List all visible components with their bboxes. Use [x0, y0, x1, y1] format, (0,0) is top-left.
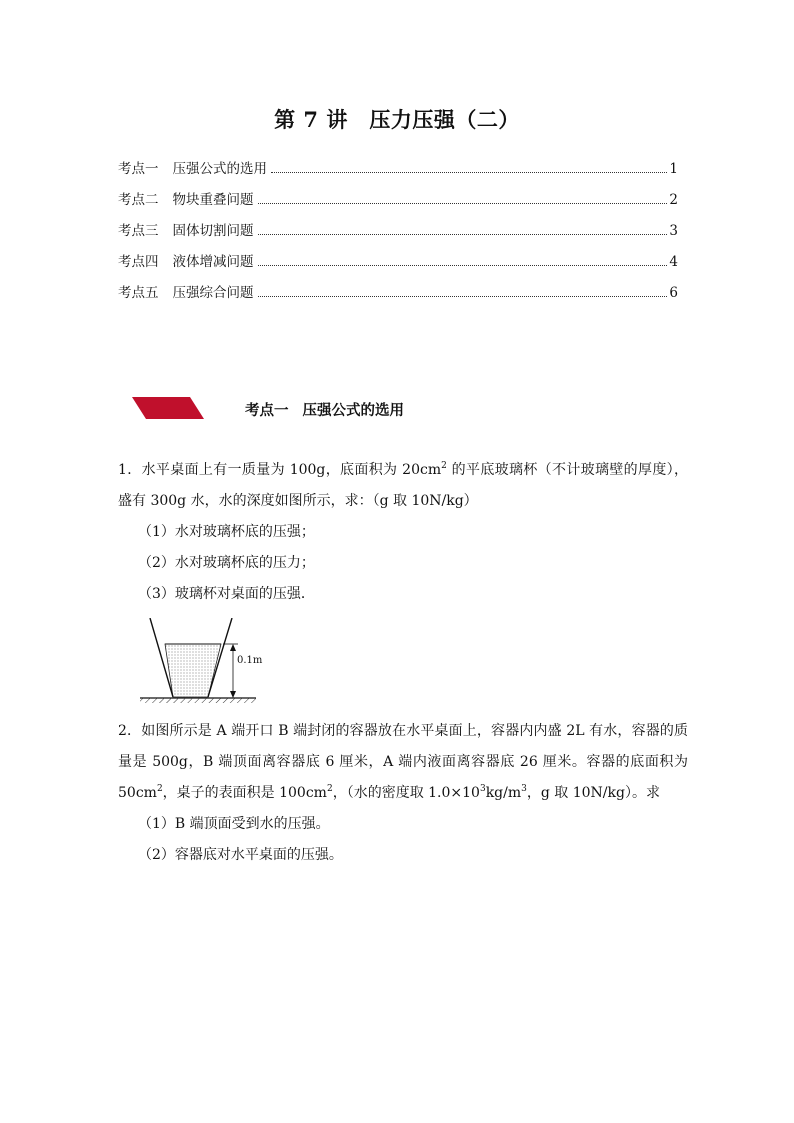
toc-page-number: 2 [669, 192, 678, 208]
toc-label: 液体增减问题 [172, 254, 254, 270]
question-list [118, 455, 688, 871]
toc-key: 考点一 [118, 161, 159, 177]
dimension-arrow-up [230, 644, 236, 651]
superscript: 3 [521, 784, 527, 794]
superscript: 3 [479, 784, 486, 794]
question-text: 水平桌面上有一质量为 100g，底面积为 20cm [141, 462, 442, 478]
toc-page-number: 4 [669, 254, 678, 270]
section-title: 压强公式的选用 [302, 402, 404, 419]
section-key: 考点一 [245, 402, 289, 419]
ground-hatch [140, 698, 256, 703]
section-banner-shape [132, 397, 204, 419]
sub-question: （1）B 端顶面受到水的压强。 [138, 816, 330, 832]
question-text: ，桌子的表面积是 100cm [162, 785, 327, 801]
toc-page-number: 6 [669, 285, 678, 301]
toc-key: 考点二 [118, 192, 159, 208]
toc-label: 压强综合问题 [172, 285, 254, 301]
superscript: 2 [156, 784, 163, 794]
toc-leader-dots [258, 265, 668, 266]
toc-entry[interactable] [118, 146, 678, 177]
toc-entry[interactable] [118, 270, 678, 301]
sub-question: （2）容器底对水平桌面的压强。 [138, 847, 343, 863]
question-text: kg/m [485, 785, 522, 801]
toc-label: 物块重叠问题 [172, 192, 254, 208]
toc-key: 考点四 [118, 254, 159, 270]
superscript: 2 [326, 784, 333, 794]
toc-label: 固体切割问题 [172, 223, 254, 239]
page-title: 第 7 讲 压力压强（二） [274, 107, 520, 132]
toc-page-number: 3 [669, 223, 678, 239]
toc-leader-dots [258, 234, 668, 235]
question-text: 的平底玻璃杯（不计玻璃壁的厚度），盛有 300g 水，水的深度如图所示，求：（g 取 10N/kg） [118, 462, 688, 509]
toc-leader-dots [258, 296, 668, 297]
toc-key: 考点五 [118, 285, 159, 301]
question-text: 如图所示是 A 端开口 B 端封闭的容器放在水平桌面上，容器内内盛 2L 有水，容器的质量是 500g，B 端顶面离容器底 6 厘米，A 端内液面离容器底 26 厘米。容器的底面积为 50cm [118, 723, 688, 801]
depth-label: 0.1m [237, 655, 263, 666]
glass-cup-figure [138, 618, 278, 710]
toc-entry[interactable] [118, 177, 678, 208]
question-text: ，（水的密度取 1.0×10 [332, 785, 480, 801]
section-banner [132, 397, 204, 419]
table-of-contents [118, 146, 678, 301]
question-number: 2． [118, 723, 142, 739]
question-text: ，g 取 10N/kg）。求 [526, 785, 660, 801]
toc-entry[interactable] [118, 239, 678, 270]
toc-key: 考点三 [118, 223, 159, 239]
sub-question: （3）玻璃杯对桌面的压强． [138, 586, 315, 602]
toc-leader-dots [271, 172, 667, 173]
question-2 [118, 716, 688, 809]
question-number: 1． [118, 462, 142, 478]
sub-question: （2）水对玻璃杯底的压力； [138, 555, 315, 571]
toc-label: 压强公式的选用 [172, 161, 267, 177]
toc-leader-dots [258, 203, 668, 204]
question-1 [118, 455, 688, 517]
water-fill [165, 644, 221, 697]
superscript: 2 [441, 461, 447, 471]
toc-page-number: 1 [669, 161, 678, 177]
toc-entry[interactable] [118, 208, 678, 239]
dimension-arrow-down [230, 691, 236, 698]
sub-question: （1）水对玻璃杯底的压强； [138, 524, 315, 540]
section-heading [245, 399, 404, 420]
